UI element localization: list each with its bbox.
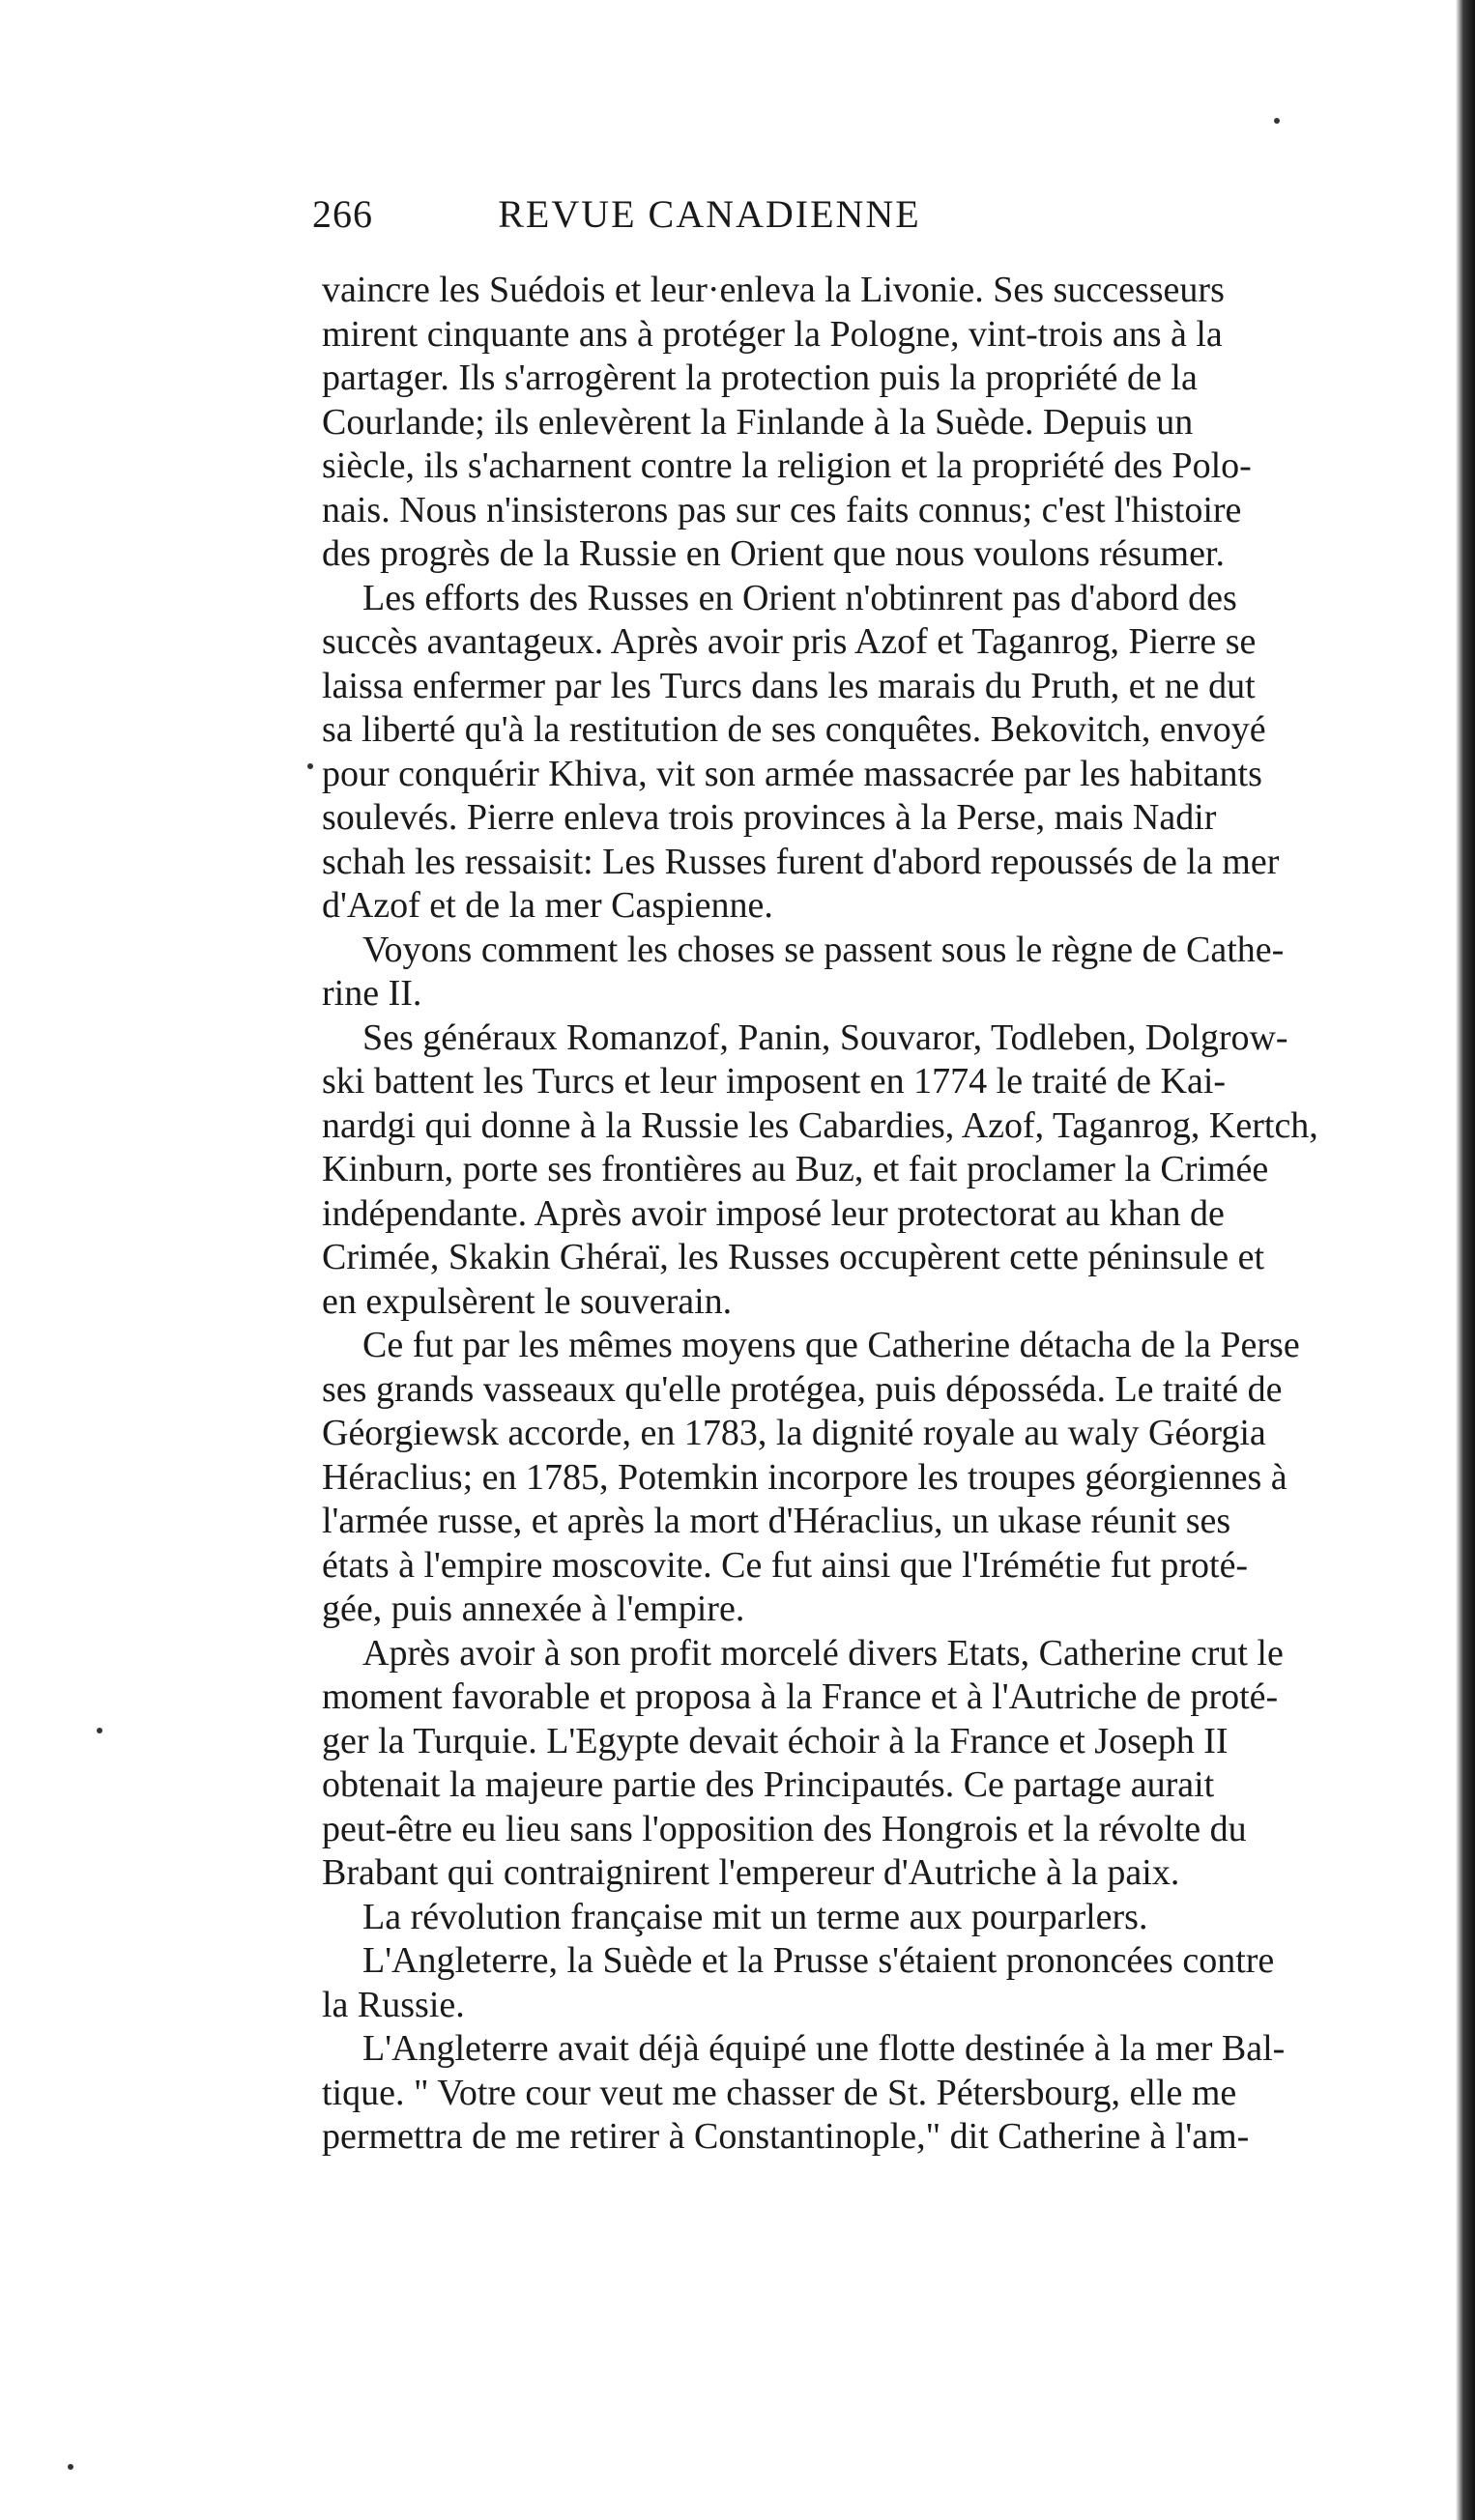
speck [68,2464,73,2470]
text-line: peut-être eu lieu sans l'opposition des Hongrois et la révolte du [322,1808,1247,1849]
text-line: gée, puis annexée à l'empire. [322,1589,745,1629]
text-line: succès avantageux. Après avoir pris Azof et Taganrog, Pierre se [322,621,1257,662]
text-line: indépendante. Après avoir imposé leur protectorat au khan de [322,1192,1225,1234]
text-line: Géorgiewsk accorde, en 1783, la dignité royale au waly Géorgia [322,1413,1266,1453]
text-line: Crimée, Skakin Ghéraï, les Russes occupèrent cette péninsule et [322,1237,1265,1277]
text-line: Les efforts des Russes en Orient n'obtinrent pas d'abord des [362,577,1237,618]
text-line: ses grands vasseaux qu'elle protégea, puis déposséda. Le traité de [322,1368,1283,1410]
text-line: Ses généraux Romanzof, Panin, Souvaror, Todleben, Dolgrow- [362,1017,1288,1058]
text-line: Courlande; ils enlevèrent la Finlande à la Suède. Depuis un [322,401,1194,443]
text-line: nardgi qui donne à la Russie les Cabardies, Azof, Taganrog, Kertch, [322,1104,1318,1146]
page-number: 266 [312,192,373,236]
text-line: Brabant qui contraignirent l'empereur d'Autriche à la paix. [322,1852,1180,1893]
text-line: nais. Nous n'insisterons pas sur ces faits connus; c'est l'histoire [322,489,1242,530]
text-line: laissa enfermer par les Turcs dans les marais du Pruth, et ne dut [322,665,1256,706]
text-line: siècle, ils s'acharnent contre la religion et la propriété des Polo- [322,445,1252,486]
text-line: mirent cinquante ans à protéger la Pologne, vint-trois ans à la [322,313,1223,355]
speck [307,763,313,769]
text-line: obtenait la majeure partie des Principautés. Ce partage aurait [322,1764,1215,1805]
text-line: ger la Turquie. L'Egypte devait échoir à la France et Joseph II [322,1720,1229,1761]
body-text [322,269,1443,2160]
text-line: moment favorable et proposa à la France et à l'Autriche de proté- [322,1676,1279,1717]
text-line: rine II. [322,973,422,1014]
text-line: en expulsèrent le souverain. [322,1280,733,1322]
running-title: REVUE CANADIENNE [498,192,921,236]
text-line: L'Angleterre, la Suède et la Prusse s'étaient prononcées contre [362,1940,1275,1981]
text-line: Héraclius; en 1785, Potemkin incorpore les troupes géorgiennes à [322,1456,1287,1498]
text-line: Kinburn, porte ses frontières au Buz, et fait proclamer la Crimée [322,1149,1269,1189]
text-line: Ce fut par les mêmes moyens que Catherine détacha de la Perse [362,1325,1300,1365]
text-line: Voyons comment les choses se passent sous le règne de Cathe- [362,929,1285,970]
text-line: la Russie. [322,1984,465,2025]
text-line: états à l'empire moscovite. Ce fut ainsi que l'Irémétie fut proté- [322,1544,1249,1586]
speck [1274,118,1280,124]
text-line: schah les ressaisit: Les Russes furent d'abord repoussés de la mer [322,841,1280,882]
text-line: L'Angleterre avait déjà équipé une flotte destinée à la mer Bal- [362,2028,1286,2069]
text-line: soulevés. Pierre enleva trois provinces à la Perse, mais Nadir [322,797,1217,838]
text-line: ski battent les Turcs et leur imposent en 1774 le traité de Kai- [322,1061,1227,1102]
text-line: des progrès de la Russie en Orient que nous voulons résumer. [322,533,1225,574]
text-line: tique. " Votre cour veut me chasser de St. Pétersbourg, elle me [322,2072,1237,2113]
text-line: La révolution française mit un terme aux pourparlers. [362,1896,1148,1937]
text-line: l'armée russe, et après la mort d'Héraclius, un ukase réunit ses [322,1501,1231,1541]
text-line: vaincre les Suédois et leur·enleva la Livonie. Ses successeurs [322,270,1225,310]
text-line: Après avoir à son profit morcelé divers Etats, Catherine crut le [362,1632,1284,1674]
page-header [312,191,1107,249]
text-line: permettra de me retirer à Constantinople," dit Catherine à l'am- [322,2116,1250,2157]
text-line: pour conquérir Khiva, vit son armée massacrée par les habitants [322,753,1262,794]
speck [97,1728,102,1733]
text-line: partager. Ils s'arrogèrent la protection puis la propriété de la [322,358,1198,398]
page-edge-shadow [1456,0,1475,2520]
text-line: sa liberté qu'à la restitution de ses conquêtes. Bekovitch, envoyé [322,709,1266,750]
text-line: d'Azof et de la mer Caspienne. [322,885,773,926]
